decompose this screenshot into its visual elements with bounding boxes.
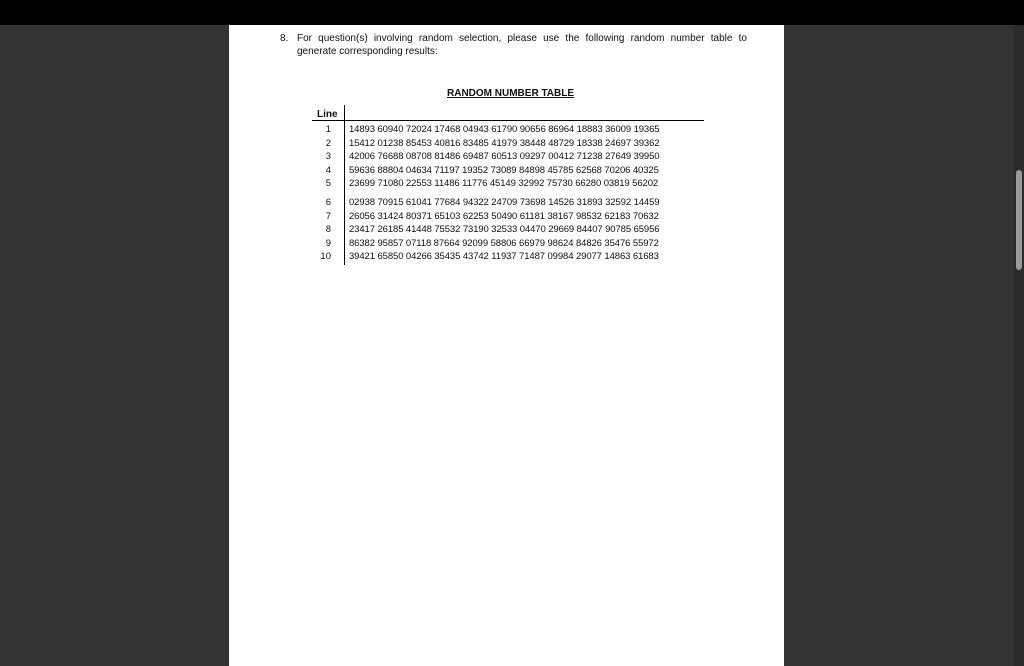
random-number-table bbox=[312, 123, 712, 264]
row-line-number: 7 bbox=[325, 210, 331, 222]
row-line-number: 5 bbox=[325, 178, 331, 190]
question-text: For question(s) involving random selection, please use the following random number table to generate corresponding results: bbox=[297, 33, 747, 57]
row-line-number: 1 bbox=[325, 124, 331, 135]
row-line-number: 2 bbox=[325, 137, 331, 149]
table-row bbox=[312, 196, 712, 210]
row-digits: 59636 88804 04634 71197 19352 73089 84898 45785 62568 70206 40325 bbox=[349, 164, 659, 176]
row-digits: 42006 76688 08708 81486 69487 60513 09297 00412 71238 27649 39950 bbox=[349, 151, 660, 163]
row-digits: 86382 95857 07118 87664 92099 58806 66979 98624 84826 35476 55972 bbox=[349, 237, 659, 249]
row-digits: 14893 60940 72024 17468 04943 61790 90656 86964 18883 36009 19365 bbox=[349, 124, 660, 135]
table-row bbox=[312, 237, 712, 251]
row-digits: 39421 65850 04266 35435 43742 11937 71487 09984 29077 14863 61683 bbox=[349, 251, 659, 263]
row-line-number: 6 bbox=[325, 196, 331, 208]
table-row bbox=[312, 223, 712, 237]
top-toolbar bbox=[0, 0, 1024, 25]
table-row bbox=[312, 123, 712, 137]
vertical-scrollbar-thumb[interactable] bbox=[1016, 170, 1022, 270]
question-number: 8. bbox=[280, 33, 289, 44]
table-row bbox=[312, 177, 712, 191]
table-row bbox=[312, 210, 712, 224]
table-horizontal-rule bbox=[312, 120, 704, 121]
row-line-number: 8 bbox=[325, 224, 331, 236]
table-title: RANDOM NUMBER TABLE bbox=[447, 88, 575, 99]
table-row bbox=[312, 150, 712, 164]
document-page bbox=[229, 25, 784, 666]
row-digits: 23699 71080 22553 11486 11776 45149 32992 75730 66280 03819 56202 bbox=[349, 178, 659, 190]
table-row bbox=[312, 137, 712, 151]
table-row bbox=[312, 250, 712, 264]
row-digits: 15412 01238 85453 40816 83485 41979 38448 48729 18338 24697 39362 bbox=[349, 137, 660, 149]
row-line-number: 10 bbox=[320, 251, 331, 263]
row-digits: 26056 31424 80371 65103 62253 50490 61181 38167 98532 62183 70632 bbox=[349, 210, 659, 222]
line-column-header: Line bbox=[317, 109, 338, 120]
vertical-scrollbar-track[interactable] bbox=[1014, 25, 1024, 666]
row-line-number: 4 bbox=[325, 164, 331, 176]
row-line-number: 9 bbox=[325, 237, 331, 249]
row-line-number: 3 bbox=[325, 151, 331, 163]
row-digits: 23417 26185 41448 75532 73190 32533 04470 29669 84407 90785 65956 bbox=[349, 224, 660, 236]
table-row bbox=[312, 164, 712, 178]
row-digits: 02938 70915 61041 77684 94322 24709 73698 14526 31893 32592 14459 bbox=[349, 196, 660, 208]
